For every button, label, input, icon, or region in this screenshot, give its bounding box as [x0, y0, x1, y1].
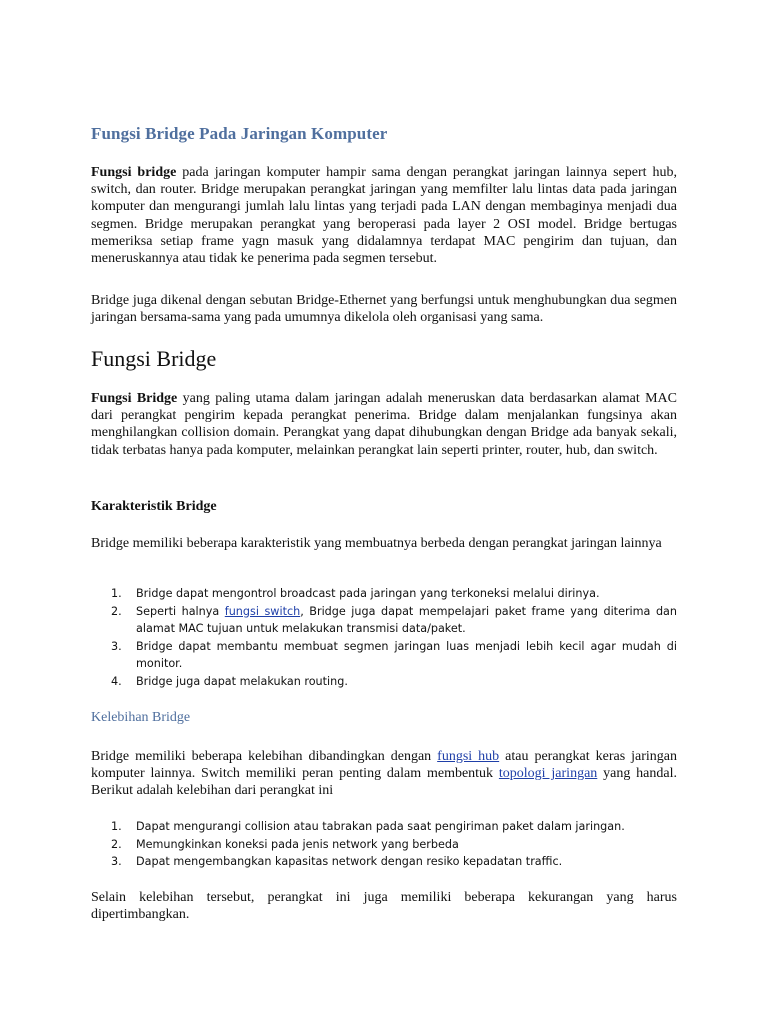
- list-item-text: Memungkinkan koneksi pada jenis network yang berbeda: [136, 837, 459, 851]
- list-item: [91, 836, 677, 854]
- kelebihan-text-before: Bridge memiliki beberapa kelebihan dibandingkan dengan: [91, 749, 438, 764]
- list-number: 4.: [111, 674, 122, 688]
- fungsi-switch-link[interactable]: fungsi switch: [224, 604, 301, 618]
- list-number: 3.: [111, 855, 122, 868]
- list-number: 2.: [111, 604, 122, 618]
- intro-paragraph: [91, 164, 677, 267]
- list-item-text-before: Seperti halnya: [136, 604, 225, 618]
- heading-karakteristik: Karakteristik Bridge: [91, 499, 217, 514]
- kelebihan-text-middle: atau perangkat keras jaringan komputer lainnya. Switch memiliki peran penting dalam membentuk: [91, 749, 678, 782]
- kelebihan-paragraph: [91, 748, 677, 800]
- list-item: [91, 673, 677, 691]
- closing-paragraph: Selain kelebihan tersebut, perangkat ini juga memiliki beberapa kekurangan yang harus dipertimbangkan.: [91, 890, 677, 923]
- list-number: 2.: [111, 837, 122, 851]
- section-heading-fungsi-bridge: Fungsi Bridge: [91, 346, 217, 371]
- heading-kelebihan: Kelebihan Bridge: [91, 710, 191, 725]
- kelebihan-list: [91, 818, 677, 871]
- fungsi-bridge-paragraph: [91, 390, 677, 459]
- list-item: [91, 638, 677, 673]
- topologi-jaringan-link[interactable]: topologi jaringan: [498, 766, 598, 782]
- list-item-text: Dapat mengurangi collision atau tabrakan pada saat pengiriman paket dalam jaringan.: [136, 820, 625, 833]
- document-title: Fungsi Bridge Pada Jaringan Komputer: [91, 124, 388, 143]
- list-item: [91, 818, 677, 836]
- fungsi-bridge-bold-term: Fungsi Bridge: [91, 391, 178, 406]
- second-paragraph: Bridge juga dikenal dengan sebutan Bridge-Ethernet yang berfungsi untuk menghubungkan dua segmen jaringan bersama-sama yang pada umumnya dikelola oleh organisasi yang sama.: [91, 293, 677, 326]
- intro-bold-term: Fungsi bridge: [91, 165, 177, 180]
- list-item-text: Dapat mengembangkan kapasitas network dengan resiko kepadatan traffic.: [136, 855, 563, 868]
- karakteristik-list: [91, 585, 677, 690]
- list-number: 1.: [111, 587, 122, 600]
- list-item-text: Bridge dapat mengontrol broadcast pada jaringan yang terkoneksi melalui dirinya.: [136, 587, 600, 600]
- fungsi-bridge-text: yang paling utama dalam jaringan adalah meneruskan data berdasarkan alamat MAC dari perangkat pengirim kepada perangkat penerima. Bridge dalam menjalankan fungsinya akan menghilangkan collision domain. Perangkat yang dapat dihubungkan dengan Bridge ada banyak sekali, tidak terbatas hanya pada komputer, melainkan perangkat lain seperti printer, router, hub, dan switch.: [91, 391, 677, 458]
- list-item-text: Bridge dapat membantu membuat segmen jaringan luas menjadi lebih kecil agar mudah di monitor.: [136, 639, 677, 670]
- list-item: [91, 603, 677, 638]
- list-item: [91, 585, 677, 603]
- fungsi-hub-link[interactable]: fungsi hub: [437, 749, 500, 764]
- intro-text: pada jaringan komputer hampir sama dengan perangkat jaringan lainnya sepert hub, switch, dan router. Bridge merupakan perangkat jaringan yang memfilter lalu lintas data pada jaringan komputer dan mengurangi jumlah lalu lintas yang terjadi pada LAN dengan membaginya menjadi dua segmen. Bridge merupakan perangkat yang beroperasi pada layer 2 OSI model. Bridge bertugas memeriksa setiap frame yagn masuk yang didalamnya terdapat MAC pengirim dan tujuan, dan meneruskannya atau tidak ke penerima pada segmen tersebut.: [91, 165, 677, 267]
- list-item-text: Bridge juga dapat melakukan routing.: [136, 674, 348, 688]
- list-number: 1.: [111, 820, 122, 833]
- list-item-text-after: , Bridge juga dapat mempelajari paket frame yang diterima dan alamat MAC tujuan untuk melakukan transmisi data/paket.: [136, 604, 677, 635]
- list-item: [91, 853, 677, 871]
- kelebihan-text-after: yang handal. Berikut adalah kelebihan dari perangkat ini: [91, 766, 678, 799]
- karakteristik-intro: Bridge memiliki beberapa karakteristik yang membuatnya berbeda dengan perangkat jaringan lainnya: [91, 536, 662, 551]
- list-number: 3.: [111, 639, 122, 653]
